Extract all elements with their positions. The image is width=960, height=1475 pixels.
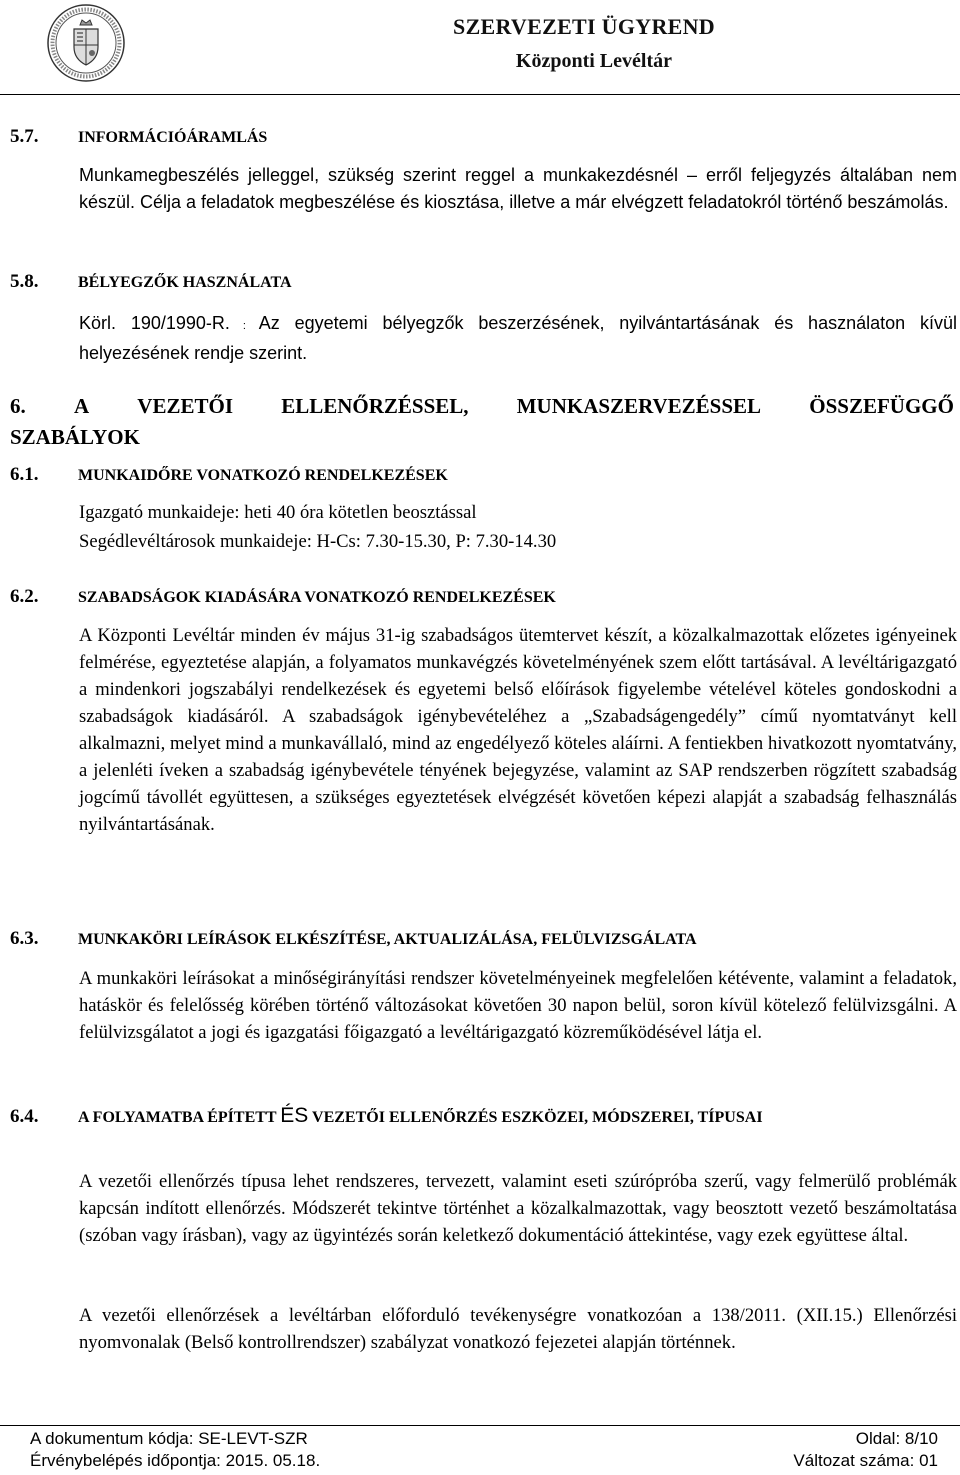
section-title: MUNKAKÖRI LEÍRÁSOK ELKÉSZÍTÉSE, AKTUALIZÁLÁSA, FELÜLVIZSGÁLATA xyxy=(78,931,697,948)
section-number: 6.1. xyxy=(10,464,39,485)
chapter-title-word: VEZETŐI xyxy=(137,394,233,418)
regulation-text: Az egyetemi bélyegzők beszerzésének, nyilvántartásának és használaton kívül helyezésének rendje szerint. xyxy=(79,313,957,363)
separator: : xyxy=(229,320,259,332)
chapter-6-heading xyxy=(10,391,954,453)
section-5-7-heading xyxy=(10,126,267,148)
section-number: 5.7. xyxy=(10,126,39,147)
title-part: VEZETŐI ELLENŐRZÉS ESZKÖZEI, MÓDSZEREI, TÍPUSAI xyxy=(308,1109,763,1126)
chapter-title-word: A xyxy=(73,394,90,418)
organization-name: Központi Levéltár xyxy=(515,50,672,72)
header-divider xyxy=(0,94,960,95)
section-title: INFORMÁCIÓÁRAMLÁS xyxy=(78,129,268,146)
version-number: Változat száma: 01 xyxy=(793,1451,938,1470)
effective-date: Érvénybelépés időpontja: 2015. 05.18. xyxy=(30,1451,321,1470)
section-6-4-heading xyxy=(10,1104,763,1128)
title-part: A FOLYAMATBA ÉPÍTETT xyxy=(78,1109,281,1126)
page-number: Oldal: 8/10 xyxy=(855,1429,938,1448)
university-seal-logo xyxy=(46,3,126,83)
section-title xyxy=(78,1104,763,1127)
section-number: 6.2. xyxy=(10,586,39,607)
chapter-number: 6. xyxy=(10,394,26,418)
document-code: A dokumentum kódja: SE-LEVT-SZR xyxy=(30,1429,308,1448)
director-working-hours: Igazgató munkaideje: heti 40 óra kötetlen beosztással xyxy=(79,502,477,523)
title-part: ÉS xyxy=(280,1104,309,1127)
staff-working-hours: Segédlevéltárosok munkaideje: H-Cs: 7.30-15.30, P: 7.30-14.30 xyxy=(79,531,557,552)
section-number: 6.3. xyxy=(10,928,39,949)
chapter-title-line2: SZABÁLYOK xyxy=(10,425,140,449)
section-6-4-text-1: A vezetői ellenőrzés típusa lehet rendszeres, tervezett, valamint eseti szúrópróba szerű, vagy felmerülő problémák kapcsán indított ellenőrzés. Módszerét tekintve történhet a közalkalmazottak, vagy beosztott vezető beszámoltatása (szóban vagy írásban), vagy az ügyintézés során keletkező dokumentáció áttekintése, vagy ezek együttese által. xyxy=(79,1171,957,1246)
section-5-7-text: Munkamegbeszélés jelleggel, szükség szerint reggel a munkakezdésnél – erről feljegyzés általában nem készül. Célja a feladatok megbeszélése és kiosztása, illetve a már elvégzett feladatokról történő beszámolás. xyxy=(79,165,957,212)
section-title: SZABADSÁGOK KIADÁSÁRA VONATKOZÓ RENDELKEZÉSEK xyxy=(78,589,556,606)
document-title: SZERVEZETI ÜGYREND xyxy=(453,14,715,39)
section-number: 5.8. xyxy=(10,271,39,292)
section-title: BÉLYEGZŐK HASZNÁLATA xyxy=(78,274,292,291)
chapter-title-word: ÖSSZEFÜGGŐ xyxy=(809,394,954,418)
section-title: MUNKAIDŐRE VONATKOZÓ RENDELKEZÉSEK xyxy=(78,467,448,484)
section-6-3-heading xyxy=(10,928,697,950)
section-5-8-heading xyxy=(10,271,292,293)
chapter-title-word: MUNKASZERVEZÉSSEL xyxy=(516,394,762,418)
section-6-3-text: A munkaköri leírásokat a minőségirányítási rendszer követelményeinek megfelelően kétévente, valamint a feladatok, hatáskör és felelősség körében történő változásokat követően 30 napon belül, soron kívül kötelező felülvizsgálni. A felülvizsgálatot a jogi és igazgatási főigazgató a levéltárigazgató közreműködésével látja el. xyxy=(79,968,957,1043)
section-number: 6.4. xyxy=(10,1106,39,1127)
section-6-2-heading xyxy=(10,586,556,608)
section-6-2-text: A Központi Levéltár minden év május 31-ig szabadságos ütemtervet készít, a közalkalmazottak előzetes igényeinek felmérése, egyeztetése alapján, a folyamatos munkavégzés követelményének szem előtt tartásával. A levéltárigazgató a mindenkori jogszabályi rendelkezések és egyetemi belső előírások figyelembe vételével köteles gondoskodni a szabadságok kiadásáról. A szabadságok igénybevételéhez a „Szabadságengedély” című nyomtatványt kell alkalmazni, melyet mind a munkavállaló, mind az engedélyező köteles aláírni. A fentiekben hivatkozott nyomtatvány, a jelenléti íveken a szabadság igénybevétele tényének bejegyzése, valamint az SAP rendszerben rögzített szabadság jogcímű távollét együttesen, a szükséges egyeztetések elvégzését követően képezi alapját a szabadság felhasználás nyilvántartásának. xyxy=(79,625,957,835)
section-6-4-text-2: A vezetői ellenőrzések a levéltárban előforduló tevékenységre vonatkozóan a 138/2011. (XII.15.) Ellenőrzési nyomvonalak (Belső kontrollrendszer) szabályzat vonatkozó fejezetei alapján történnek. xyxy=(79,1305,957,1353)
section-6-1-heading xyxy=(10,464,448,486)
regulation-reference: Körl. 190/1990-R. xyxy=(79,313,230,333)
footer-divider xyxy=(0,1425,960,1426)
section-5-8-text xyxy=(79,310,957,367)
chapter-title-word: ELLENŐRZÉSSEL, xyxy=(281,394,469,418)
